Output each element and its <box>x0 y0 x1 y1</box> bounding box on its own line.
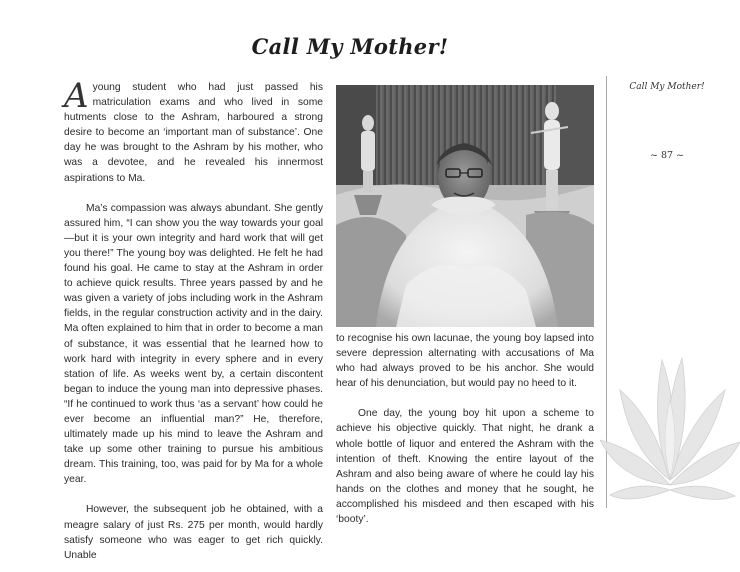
lotus-flower-icon <box>600 330 740 530</box>
page-number: ~ 87 ~ <box>649 150 685 161</box>
photo-of-ma-seated <box>336 85 594 327</box>
drop-cap: A <box>64 76 89 116</box>
paragraph-1-text: young student who had just passed his matriculation exams and who lived in some hutments close to the Ashram, harboured a strong desire to become an ‘important man of substance’. One day he was brought to the Ashram by his mother, who was a devotee, and he revealed his innermost aspirations to Ma. <box>64 82 323 184</box>
paragraph-3: However, the subsequent job he obtained, with a meagre salary of just Rs. 275 per month, would hardly satisfy someone who was eager to get rich quickly. Unable <box>64 504 323 561</box>
photo-illustration <box>336 85 594 327</box>
running-head: Call My Mother! <box>629 82 705 92</box>
page-title: Call My Mother! <box>251 34 449 59</box>
paragraph-4: to recognise his own lacunae, the young boy lapsed into severe depression alternating with accusations of Ma who had always proved to be his anchor. She would hear of his denunciation, but would pay no heed to it. <box>336 333 594 390</box>
right-text-column <box>336 331 594 527</box>
paragraph-1 <box>64 76 323 186</box>
lotus-illustration <box>600 330 740 530</box>
left-text-column <box>64 76 323 563</box>
paragraph-2: Ma’s compassion was always abundant. She gently assured him, “I can show you the way towards your goal—but it is your own integrity and hard work that will get you there!” The young boy was delighted. He felt he had found his goal. He came to stay at the Ashram in order to achieve quick results. Three years passed by and he was given a variety of jobs including work in the Ashram fields, in the regular construction activity and in the dairy. Ma often explained to him that in order to become a man of substance, it was essential that he learned how to work hard with integrity in every sphere and in every station of life. As weeks went by, a certain discontent began to induce the young man into depressive phases. “If he continued to work thus ‘as a servant’ how could he ever become an influential man?” He, therefore, ultimately made up his mind to leave the Ashram and take up some other training to pursue his ambitious dream. This training, too, was paid for by Ma for a whole year. <box>64 202 323 486</box>
paragraph-5: One day, the young boy hit upon a scheme to achieve his objective quickly. That night, he drank a whole bottle of liquor and entered the Ashram with the intention of theft. Knowing the entire layout of the Ashram and also being aware of where he could lay his hands on the clothes and money that he sought, he accomplished his misdeed and then escaped with his ‘booty’. <box>336 408 594 526</box>
